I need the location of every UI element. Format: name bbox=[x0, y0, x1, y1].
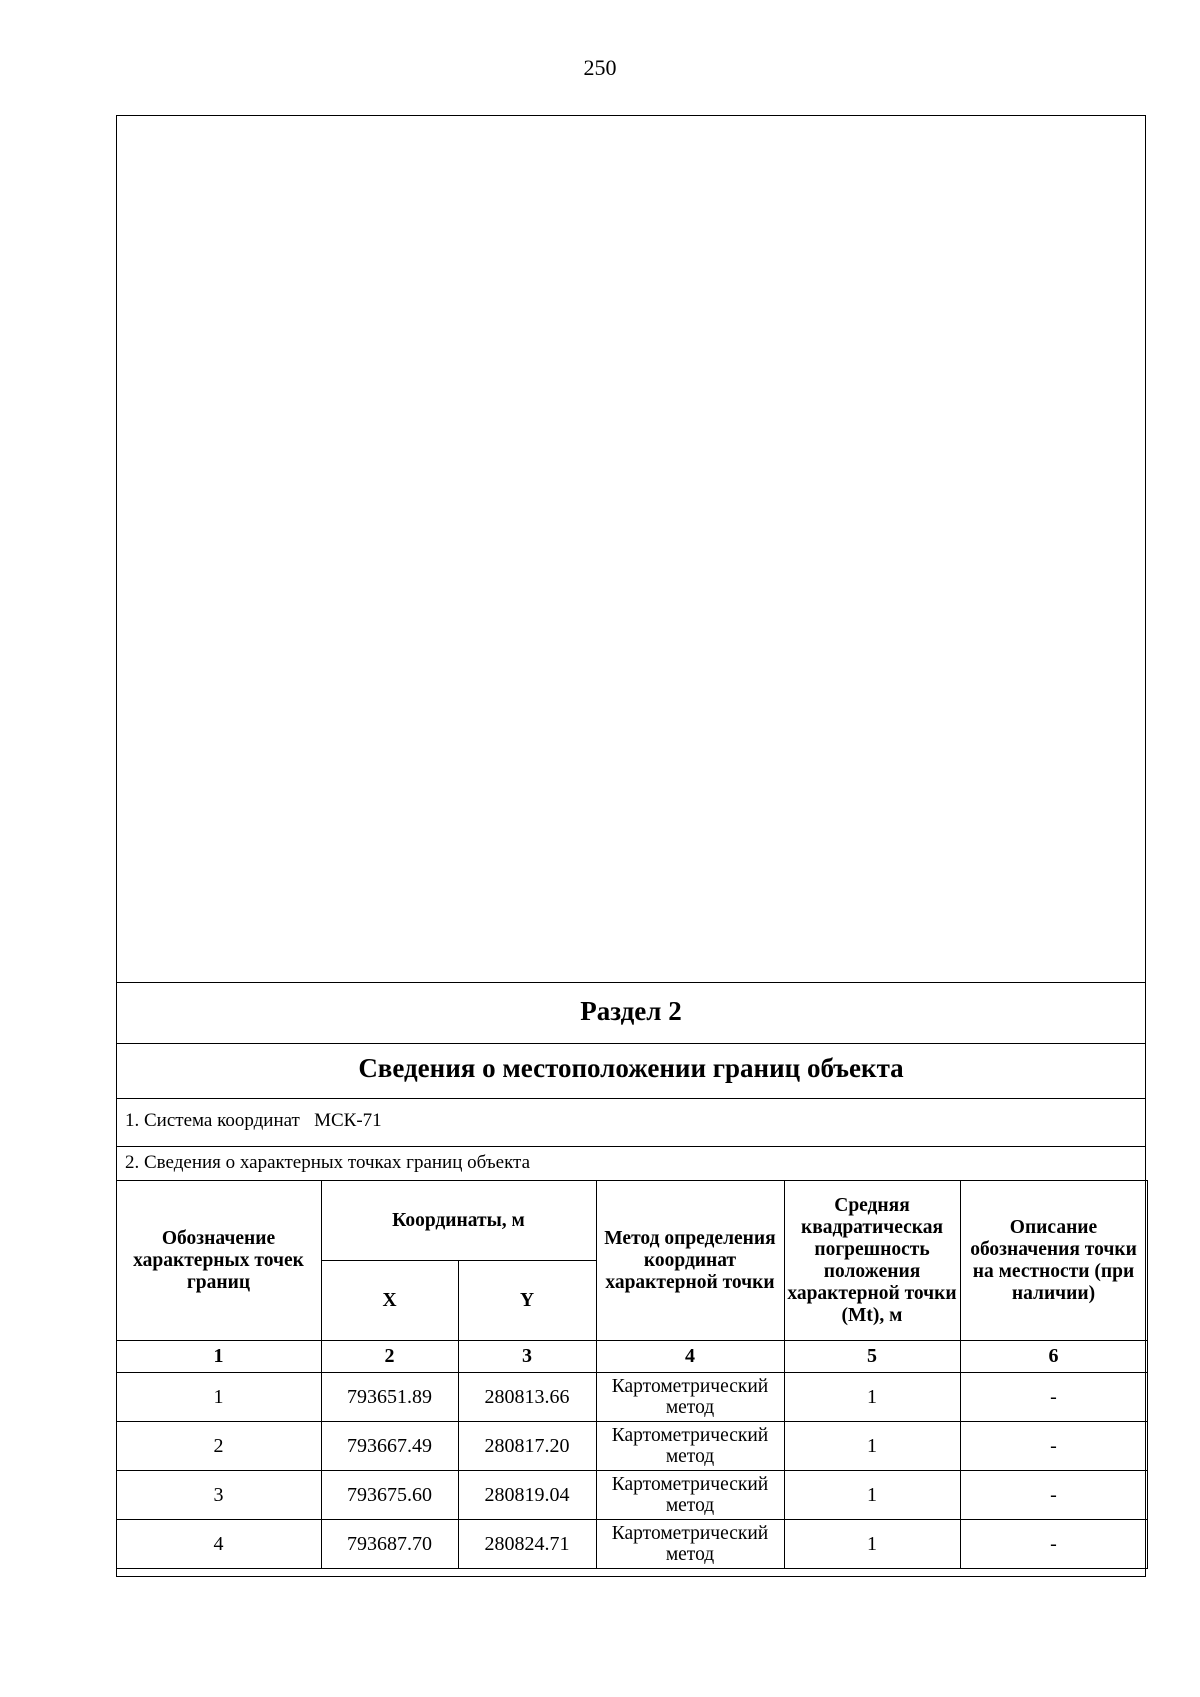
error: 1 bbox=[784, 1422, 960, 1471]
coord-x: 793675.60 bbox=[321, 1471, 458, 1520]
divider bbox=[117, 1098, 1145, 1099]
divider bbox=[117, 982, 1145, 983]
points-caption: 2. Сведения о характерных точках границ объекта bbox=[125, 1152, 531, 1173]
column-number-row bbox=[116, 1341, 1147, 1373]
point-id: 2 bbox=[116, 1422, 321, 1471]
divider bbox=[117, 1146, 1145, 1147]
boundary-points-table bbox=[116, 1180, 1148, 1569]
divider bbox=[117, 1043, 1145, 1044]
blank-drawing-area bbox=[117, 116, 1145, 982]
section-subtitle: Сведения о местоположении границ объекта bbox=[358, 1053, 904, 1083]
column-number: 2 bbox=[321, 1341, 458, 1373]
description: - bbox=[960, 1373, 1147, 1422]
point-id: 1 bbox=[116, 1373, 321, 1422]
error: 1 bbox=[784, 1373, 960, 1422]
method: Картометрический метод bbox=[596, 1422, 784, 1471]
description: - bbox=[960, 1520, 1147, 1569]
coord-y: 280819.04 bbox=[458, 1471, 596, 1520]
column-number: 6 bbox=[960, 1341, 1147, 1373]
header-method: Метод определения координат характерной точки bbox=[596, 1181, 784, 1341]
coord-x: 793687.70 bbox=[321, 1520, 458, 1569]
header-description: Описание обозначения точки на местности (при наличии) bbox=[960, 1181, 1147, 1341]
page-number: 250 bbox=[583, 55, 617, 80]
method: Картометрический метод bbox=[596, 1520, 784, 1569]
coordinate-system-line bbox=[125, 1110, 382, 1132]
header-x: X bbox=[321, 1261, 458, 1341]
coordinate-system-value: МСК-71 bbox=[314, 1110, 382, 1131]
coord-y: 280813.66 bbox=[458, 1373, 596, 1422]
coordinate-system-label: 1. Система координат bbox=[125, 1110, 300, 1131]
point-id: 4 bbox=[116, 1520, 321, 1569]
description: - bbox=[960, 1471, 1147, 1520]
column-number: 1 bbox=[116, 1341, 321, 1373]
header-y: Y bbox=[458, 1261, 596, 1341]
table-row bbox=[116, 1520, 1147, 1569]
coord-y: 280817.20 bbox=[458, 1422, 596, 1471]
error: 1 bbox=[784, 1471, 960, 1520]
document-frame bbox=[116, 115, 1146, 1577]
error: 1 bbox=[784, 1520, 960, 1569]
description: - bbox=[960, 1422, 1147, 1471]
table-row bbox=[116, 1422, 1147, 1471]
coord-x: 793651.89 bbox=[321, 1373, 458, 1422]
method: Картометрический метод bbox=[596, 1471, 784, 1520]
header-point: Обозначение характерных точек границ bbox=[116, 1181, 321, 1341]
coord-y: 280824.71 bbox=[458, 1520, 596, 1569]
header-row bbox=[116, 1181, 1147, 1261]
table-row bbox=[116, 1373, 1147, 1422]
section-title: Раздел 2 bbox=[580, 996, 682, 1026]
table-row bbox=[116, 1471, 1147, 1520]
header-coordinates: Координаты, м bbox=[321, 1181, 596, 1261]
column-number: 3 bbox=[458, 1341, 596, 1373]
method: Картометрический метод bbox=[596, 1373, 784, 1422]
point-id: 3 bbox=[116, 1471, 321, 1520]
header-error: Средняя квадратическая погрешность положения характерной точки (Mt), м bbox=[784, 1181, 960, 1341]
coord-x: 793667.49 bbox=[321, 1422, 458, 1471]
column-number: 4 bbox=[596, 1341, 784, 1373]
column-number: 5 bbox=[784, 1341, 960, 1373]
